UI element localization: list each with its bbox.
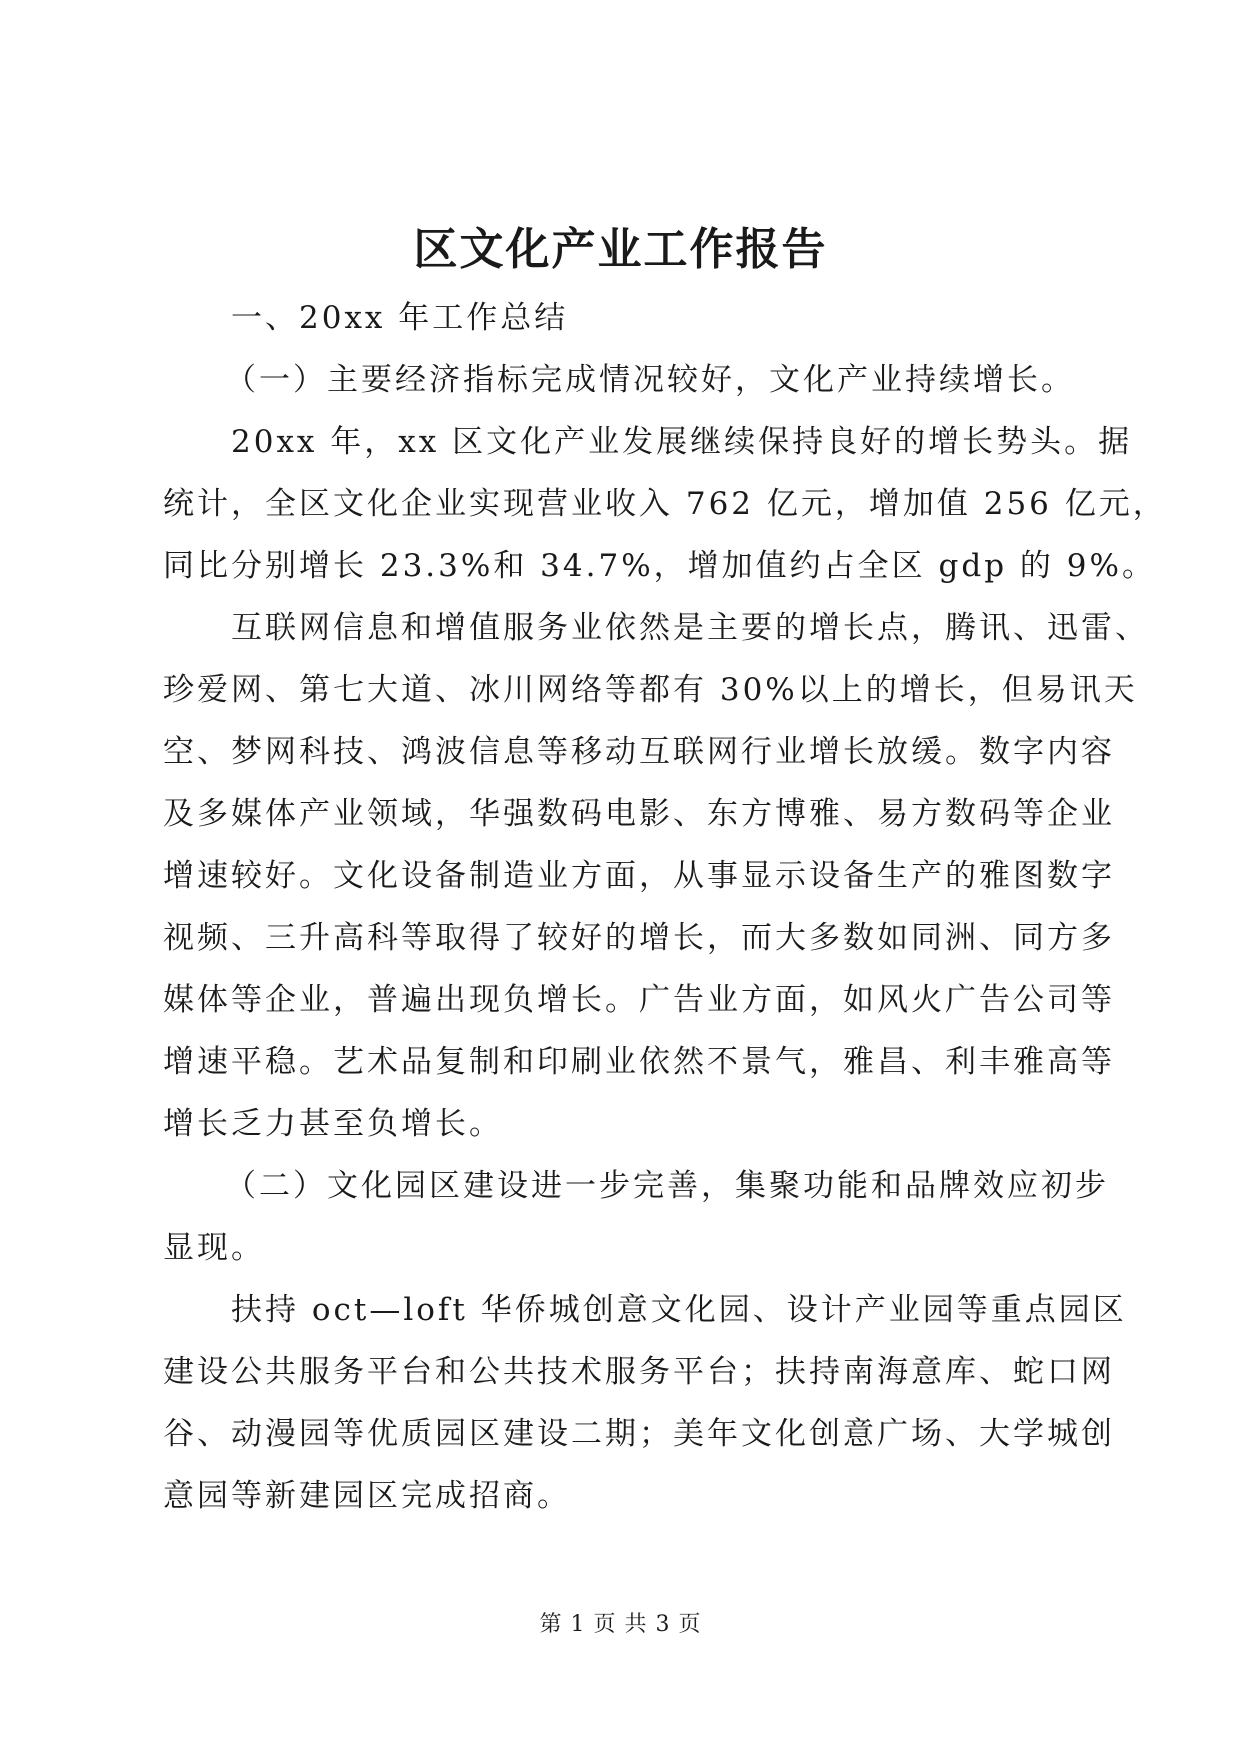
subsection-heading: （一）主要经济指标完成情况较好，文化产业持续增长。: [225, 362, 1075, 398]
paragraph-line: 媒体等企业，普遍出现负增长。广告业方面，如风火广告公司等: [163, 982, 1115, 1018]
paragraph-line: 谷、动漫园等优质园区建设二期；美年文化创意广场、大学城创: [163, 1416, 1115, 1452]
subsection-heading: （二）文化园区建设进一步完善，集聚功能和品牌效应初步: [225, 1168, 1109, 1204]
document-body: [163, 287, 1167, 1527]
paragraph-line: 视频、三升高科等取得了较好的增长，而大多数如同洲、同方多: [163, 920, 1115, 956]
paragraph-line: 空、梦网科技、鸿波信息等移动互联网行业增长放缓。数字内容: [163, 734, 1115, 770]
paragraph-line: 互联网信息和增值服务业依然是主要的增长点，腾讯、迅雷、: [231, 610, 1149, 646]
paragraph-line: 增速平稳。艺术品复制和印刷业依然不景气，雅昌、利丰雅高等: [163, 1044, 1115, 1080]
paragraph-line: 显现。: [163, 1230, 265, 1266]
paragraph-line: 增长乏力甚至负增长。: [163, 1106, 503, 1142]
paragraph-line: 统计，全区文化企业实现营业收入 762 亿元，增加值 256 亿元，: [163, 486, 1167, 522]
paragraph-line: 及多媒体产业领域，华强数码电影、东方博雅、易方数码等企业: [163, 796, 1115, 832]
paragraph-line: 意园等新建园区完成招商。: [163, 1478, 571, 1514]
document-title: 区文化产业工作报告: [413, 224, 828, 275]
section-heading: 一、20xx 年工作总结: [231, 300, 569, 336]
page-footer: 第 1 页 共 3 页: [539, 1612, 702, 1637]
paragraph-line: 同比分别增长 23.3%和 34.7%，增加值约占全区 gdp 的 9%。: [163, 548, 1156, 584]
paragraph-line: 扶持 oct—loft 华侨城创意文化园、设计产业园等重点园区: [231, 1292, 1127, 1328]
paragraph-line: 建设公共服务平台和公共技术服务平台；扶持南海意库、蛇口网: [163, 1354, 1115, 1390]
paragraph-line: 珍爱网、第七大道、冰川网络等都有 30%以上的增长，但易讯天: [163, 672, 1138, 708]
paragraph-line: 20xx 年，xx 区文化产业发展继续保持良好的增长势头。据: [231, 424, 1133, 460]
paragraph-line: 增速较好。文化设备制造业方面，从事显示设备生产的雅图数字: [163, 858, 1115, 894]
